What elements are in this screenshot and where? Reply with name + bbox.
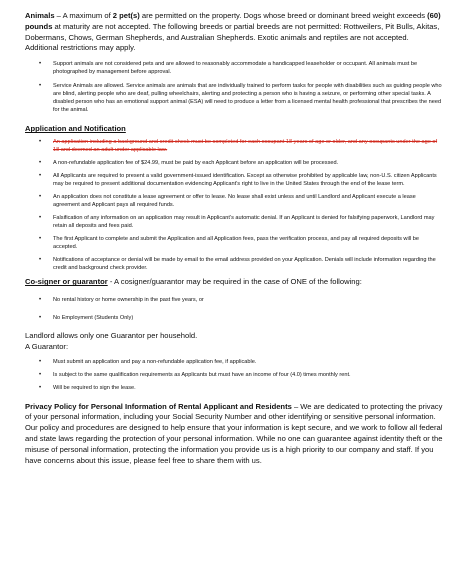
list-item: • The first Applicant to complete and submit the Application and all Application fees, pass the verification process, and pay all required deposits will be accepted. bbox=[39, 236, 419, 251]
privacy-heading: Privacy Policy for Personal Information of Rental Applicant and Residents bbox=[25, 401, 292, 411]
bullet-icon: • bbox=[39, 160, 42, 167]
weight-limit: (60) pounds bbox=[25, 11, 441, 31]
bullet-icon: • bbox=[39, 358, 42, 365]
privacy-paragraph: Privacy Policy for Personal Information of Rental Applicant and Residents – We are dedicated to protecting the privacy of your personal information, including your Social Security Number and other identifying or sensitive personal information. Our policy and procedures are designed to help ensure that your information is kept secure, and we work to follow all federal and state laws regarding the protection of your personal information. While no one can guarantee against identity theft or the misuse of personal information, protecting the information you provide us is a high priority to our company and staff. If you have concerns about this issue, please feel free to share them with us. bbox=[25, 401, 443, 465]
bullet-icon: • bbox=[39, 236, 42, 243]
cosigner-paragraph: Co-signer or guarantor - A cosigner/guarantor may be required in the case of ONE of the following: bbox=[25, 277, 362, 287]
cosigner-list bbox=[39, 296, 443, 322]
list-item: • No rental history or home ownership in the past five years, or bbox=[39, 296, 204, 303]
list-item: • Notifications of acceptance or denial will be made by email to the email address provided on your Application. Denials will include information regarding the credit and background check provider. bbox=[39, 257, 436, 272]
bullet-icon: • bbox=[39, 61, 42, 68]
list-item-struck: • An application including a background and credit check must be completed for each occupant 18 years of age or older, and any occupants under the age of 18 and deemed an adult under applicable law. bbox=[39, 139, 438, 154]
bullet-icon: • bbox=[39, 296, 42, 303]
bullet-icon: • bbox=[39, 371, 42, 378]
bullet-icon: • bbox=[39, 215, 42, 222]
list-item: • No Employment (Students Only) bbox=[39, 314, 134, 321]
bullet-icon: • bbox=[39, 83, 42, 90]
list-item: • Will be required to sign the lease. bbox=[39, 384, 136, 391]
animals-list bbox=[39, 60, 443, 114]
list-item: • Service Animals are allowed. Service animals are animals that are individually trained to perform tasks for people with disabilities such as guiding people who are blind, alerting people who are deaf, pulling wheelchairs, alerting and protecting a person who is having a seizure, or performing other special tasks. A disabled person who has an emotional support animal (ESA) will need to produce a letter from a licensed mental health professional that prescribes the need for the animal. bbox=[39, 83, 442, 114]
list-item: • Falsification of any information on an application may result in Applicant’s automatic denial. If an Applicant is denied for falsifying paperwork, Landlord may retain all deposits and fees paid. bbox=[39, 215, 435, 230]
application-list bbox=[39, 138, 443, 272]
list-item: • Is subject to the same qualification requirements as Applicants but must have an income of four (4.0) times monthly rent. bbox=[39, 371, 351, 378]
list-item: • All Applicants are required to present a valid government-issued identification. Except as otherwise prohibited by applicable law, non-U.S. citizen Applicants may be required to present additional documentation evidencing Applicant’s right to live in the United States through the end of the lease term. bbox=[39, 173, 437, 188]
animals-heading: Animals bbox=[25, 11, 55, 20]
application-heading: Application and Notification bbox=[25, 124, 126, 134]
bullet-icon: • bbox=[39, 314, 42, 321]
bullet-icon: • bbox=[39, 257, 42, 264]
cosigner-heading: Co-signer or guarantor bbox=[25, 277, 108, 287]
list-item: • Must submit an application and pay a non-refundable application fee, if applicable. bbox=[39, 358, 257, 365]
pet-limit: 2 pet(s) bbox=[112, 11, 140, 20]
list-item: • An application does not constitute a lease agreement or offer to lease. No lease shall exist unless and until Landlord and Applicant execute a lease agreement and Applicant pays all required funds. bbox=[39, 194, 416, 209]
bullet-icon: • bbox=[39, 384, 42, 391]
bullet-icon: • bbox=[39, 139, 42, 146]
list-item: • A non-refundable application fee of $24.99, must be paid by each Applicant before an application will be processed. bbox=[39, 160, 339, 167]
bullet-icon: • bbox=[39, 194, 42, 201]
list-item: • Support animals are not considered pets and are allowed to reasonably accommodate a handicapped leaseholder or occupant. All animals must be photographed by management before approval. bbox=[39, 61, 418, 76]
animals-paragraph: Animals – A maximum of 2 pet(s) are permitted on the property. Dogs whose breed or dominant breed weight exceeds (60) pounds at maturity are not accepted. The following breeds or partial breeds are not permitted: Rottweilers, Pit Bulls, Akitas, Dobermans, Chows, German Shepherds, and Australian Shepherds. Exotic animals and reptiles are not accepted. Additional restrictions may apply. bbox=[25, 11, 441, 53]
guarantor-label: A Guarantor: bbox=[25, 341, 69, 351]
guarantor-limit-text: Landlord allows only one Guarantor per household. bbox=[25, 330, 198, 340]
guarantor-list bbox=[39, 358, 443, 392]
bullet-icon: • bbox=[39, 173, 42, 180]
